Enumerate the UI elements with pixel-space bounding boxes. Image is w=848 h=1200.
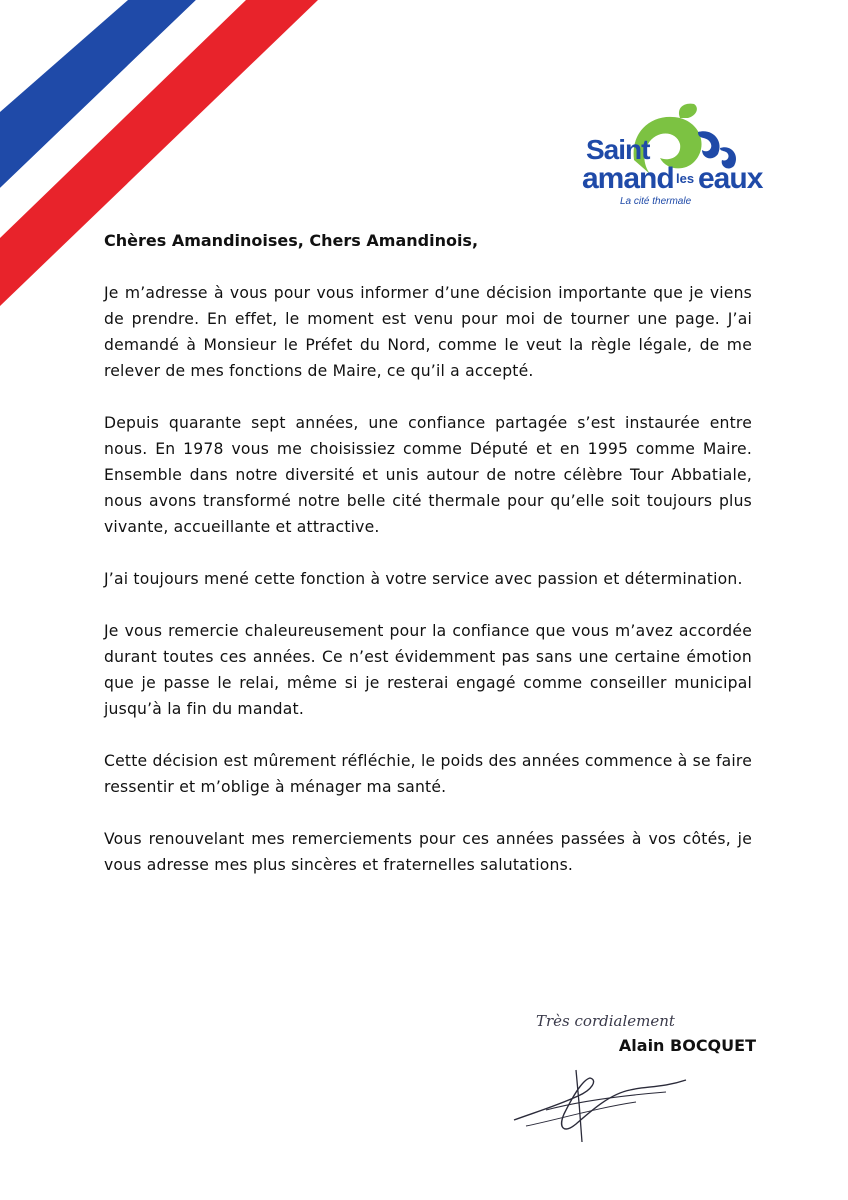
- letter-salutation: Chères Amandinoises, Chers Amandinois,: [104, 231, 479, 250]
- logo-word-eaux: eaux: [698, 162, 763, 195]
- signature-block: [506, 1000, 756, 1150]
- letter-paragraph-4: Je vous remercie chaleureusement pour la confiance que vous m’avez accordée durant toutes ces années. Ce n’est évidemment pas sans une certaine émotion que je passe le relai, même si je resterai engagé comme conseiller municipal jusqu’à la fin du mandat.: [104, 622, 752, 718]
- logo-word-amand: amand: [582, 162, 674, 195]
- logo-tagline: La cité thermale: [620, 196, 692, 207]
- letter-body: [104, 228, 752, 904]
- letter-paragraph-2: Depuis quarante sept années, une confiance partagée s’est instaurée entre nous. En 1978 vous me choisissiez comme Député et en 1995 comme Maire. Ensemble dans notre diversité et unis autour de notre célèbre Tour Abbatiale, nous avons transformé notre belle cité thermale pour qu’elle soit toujours plus vivante, accueillante et attractive.: [104, 414, 752, 536]
- city-logo: [580, 100, 763, 210]
- handwritten-signature: [506, 1050, 706, 1150]
- signatory-name: Alain BOCQUET: [618, 1036, 756, 1055]
- letter-paragraph-5: Cette décision est mûrement réfléchie, le poids des années commence à se faire ressentir et m’oblige à ménager ma santé.: [104, 752, 752, 796]
- logo-word-les: les: [676, 171, 695, 186]
- handwritten-note: Très cordialement: [536, 1012, 675, 1030]
- logo-word-saint: Saint: [586, 134, 650, 165]
- letter-paragraph-3: J’ai toujours mené cette fonction à votre service avec passion et détermination.: [104, 570, 743, 588]
- letter-paragraph-1: Je m’adresse à vous pour vous informer d’une décision importante que je viens de prendre. En effet, le moment est venu pour moi de tourner une page. J’ai demandé à Monsieur le Préfet du Nord, comme le veut la règle légale, de me relever de mes fonctions de Maire, ce qu’il a accepté.: [104, 284, 752, 380]
- letter-paragraph-6: Vous renouvelant mes remerciements pour ces années passées à vos côtés, je vous adresse mes plus sincères et fraternelles salutations.: [104, 830, 752, 874]
